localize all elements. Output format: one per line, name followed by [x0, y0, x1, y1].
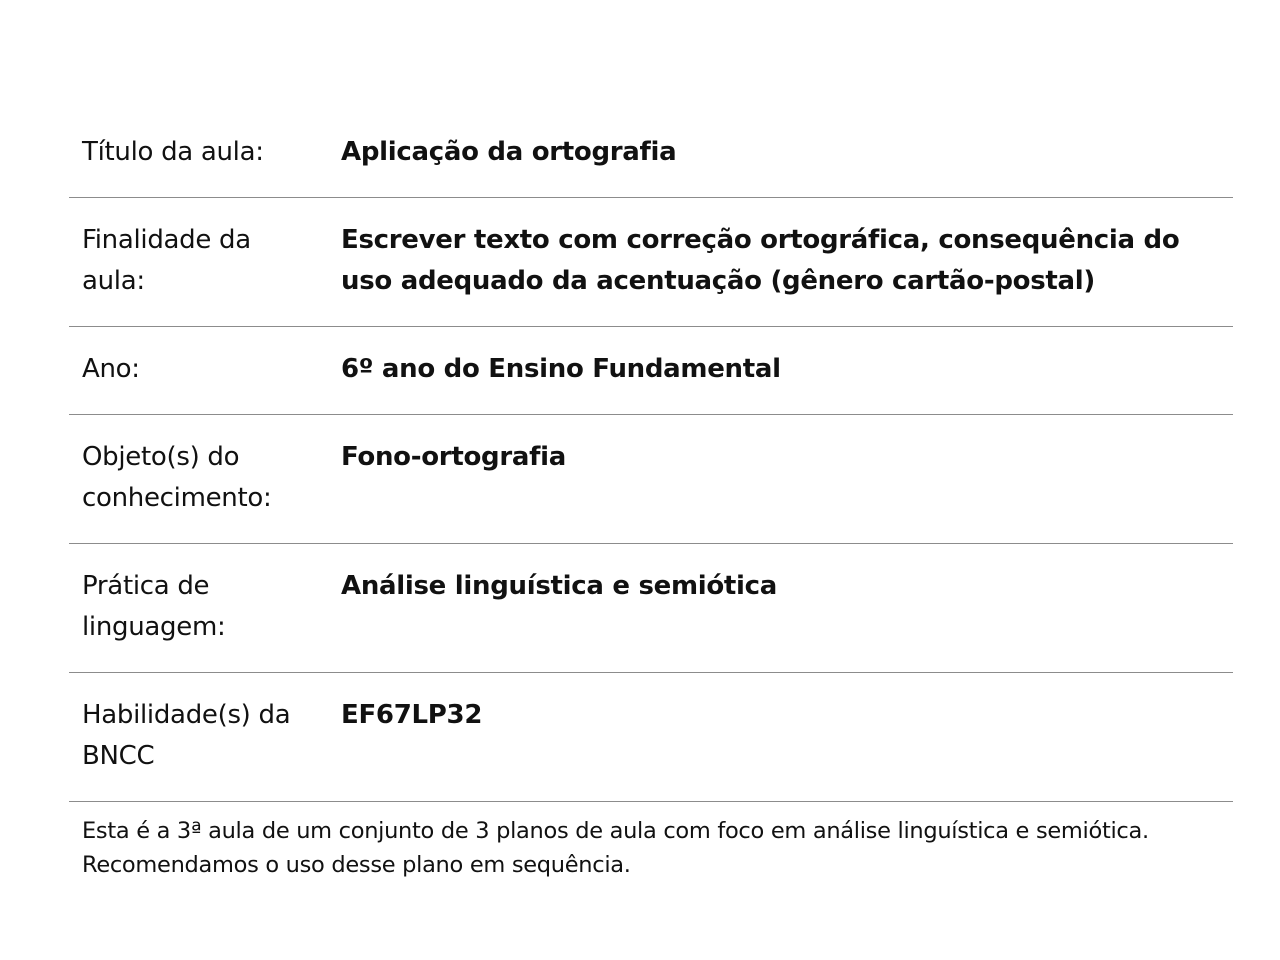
row-label: Objeto(s) do conhecimento: [82, 442, 272, 513]
table-row-title [69, 110, 1233, 198]
row-value: Fono-ortografia [341, 442, 566, 472]
table-row-year [69, 327, 1233, 415]
row-label: Título da aula: [82, 137, 264, 167]
row-value: Aplicação da ortografia [341, 137, 677, 167]
table-row-knowledge-object [69, 415, 1233, 544]
row-value: EF67LP32 [341, 700, 483, 730]
lesson-plan-sheet [69, 110, 1233, 882]
table-row-bncc-skill [69, 673, 1233, 802]
row-value: Análise linguística e semiótica [341, 571, 778, 601]
sequence-note [69, 802, 1233, 882]
row-label: Finalidade da aula: [82, 225, 251, 296]
table-row-purpose [69, 198, 1233, 327]
table-row-language-practice [69, 544, 1233, 673]
sequence-note-line-1: Esta é a 3ª aula de um conjunto de 3 planos de aula com foco em análise linguística e semiótica. [82, 818, 1149, 844]
row-value: 6º ano do Ensino Fundamental [341, 354, 781, 384]
lesson-plan-table [69, 110, 1233, 802]
row-label: Habilidade(s) da BNCC [82, 700, 291, 771]
sequence-note-line-2: Recomendamos o uso desse plano em sequência. [82, 852, 631, 878]
row-label: Ano: [82, 354, 140, 384]
row-label: Prática de linguagem: [82, 571, 226, 642]
row-value: Escrever texto com correção ortográfica, consequência do uso adequado da acentuação (gênero cartão-postal) [341, 225, 1180, 296]
